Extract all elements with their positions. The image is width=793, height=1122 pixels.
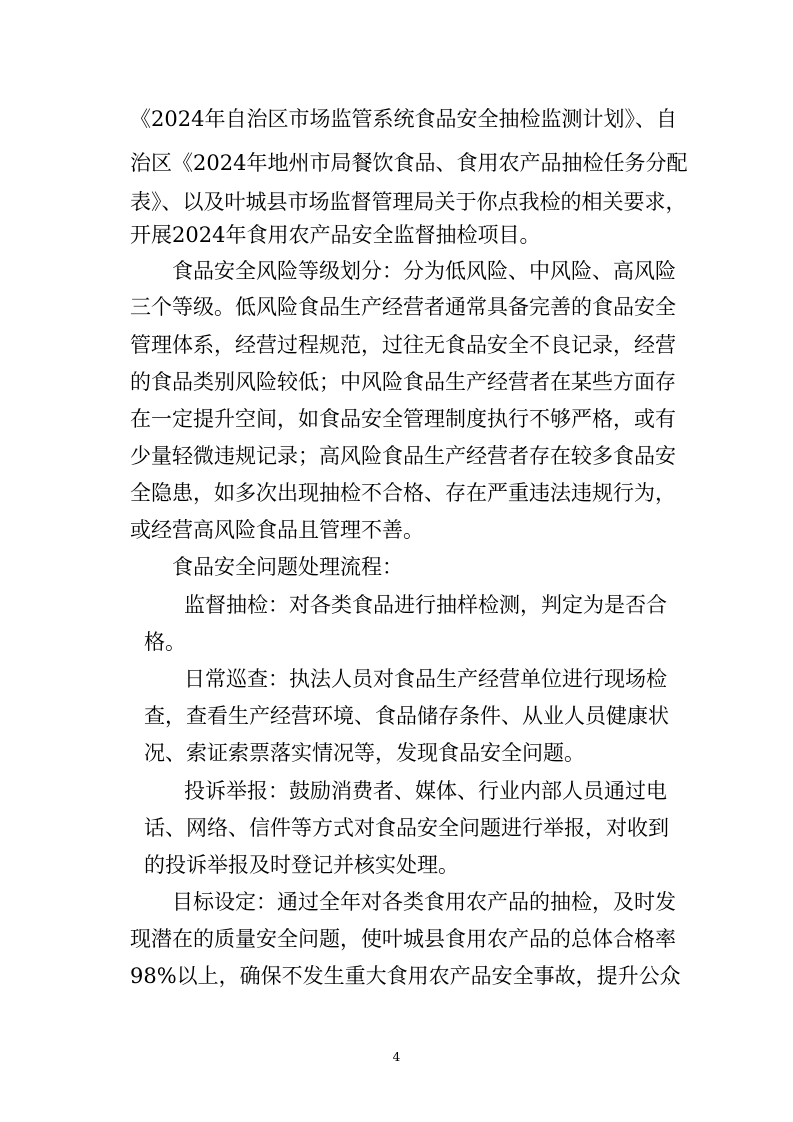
text-line: 的投诉举报及时登记并核实处理。 [144, 853, 459, 877]
text-line: 话、网络、信件等方式对食品安全问题进行举报，对收到 [144, 816, 669, 840]
text-line: 现潜在的质量安全问题，使叶城县食用农产品的总体合格率 [130, 927, 676, 951]
page-number: 4 [392, 1050, 401, 1064]
text-line: 治区《2024年地州市局餐饮食品、食用农产品抽检任务分配 [130, 151, 688, 175]
text-line: 查，查看生产经营环境、食品储存条件、从业人员健康状 [144, 704, 669, 728]
text-line: 《2024年自治区市场监管系统食品安全抽检监测计划》、自 [130, 107, 677, 131]
text-line: 或经营高风险食品且管理不善。 [130, 518, 424, 542]
text-line: 日常巡查：执法人员对食品生产经营单位进行现场检 [184, 667, 667, 691]
text-line: 投诉举报：鼓励消费者、媒体、行业内部人员通过电 [184, 779, 667, 803]
text-line: 监督抽检：对各类食品进行抽样检测，判定为是否合 [184, 593, 667, 617]
text-line: 在一定提升空间，如食品安全管理制度执行不够严格，或有 [130, 407, 676, 431]
text-line: 表》、以及叶城县市场监督管理局关于你点我检的相关要求， [130, 190, 687, 214]
text-line: 开展2024年食用农产品安全监督抽检项目。 [130, 223, 541, 247]
text-line: 况、索证索票落实情况等，发现食品安全问题。 [144, 741, 585, 765]
text-line: 98%以上，确保不发生重大食用农产品安全事故，提升公众 [130, 964, 681, 988]
text-line: 目标设定：通过全年对各类食用农产品的抽检，及时发 [172, 890, 676, 914]
text-line: 三个等级。低风险食品生产经营者通常具备完善的食品安全 [130, 295, 676, 319]
text-line: 格。 [144, 630, 186, 654]
text-line: 少量轻微违规记录；高风险食品生产经营者存在较多食品安 [130, 444, 676, 468]
text-line: 全隐患，如多次出现抽检不合格、存在严重违法违规行为， [130, 481, 676, 505]
text-line: 的食品类别风险较低；中风险食品生产经营者在某些方面存 [130, 370, 676, 394]
text-line: 食品安全风险等级划分：分为低风险、中风险、高风险 [172, 259, 676, 283]
text-line: 食品安全问题处理流程： [172, 555, 403, 579]
text-line: 管理体系，经营过程规范，过往无食品安全不良记录，经营 [130, 333, 676, 357]
